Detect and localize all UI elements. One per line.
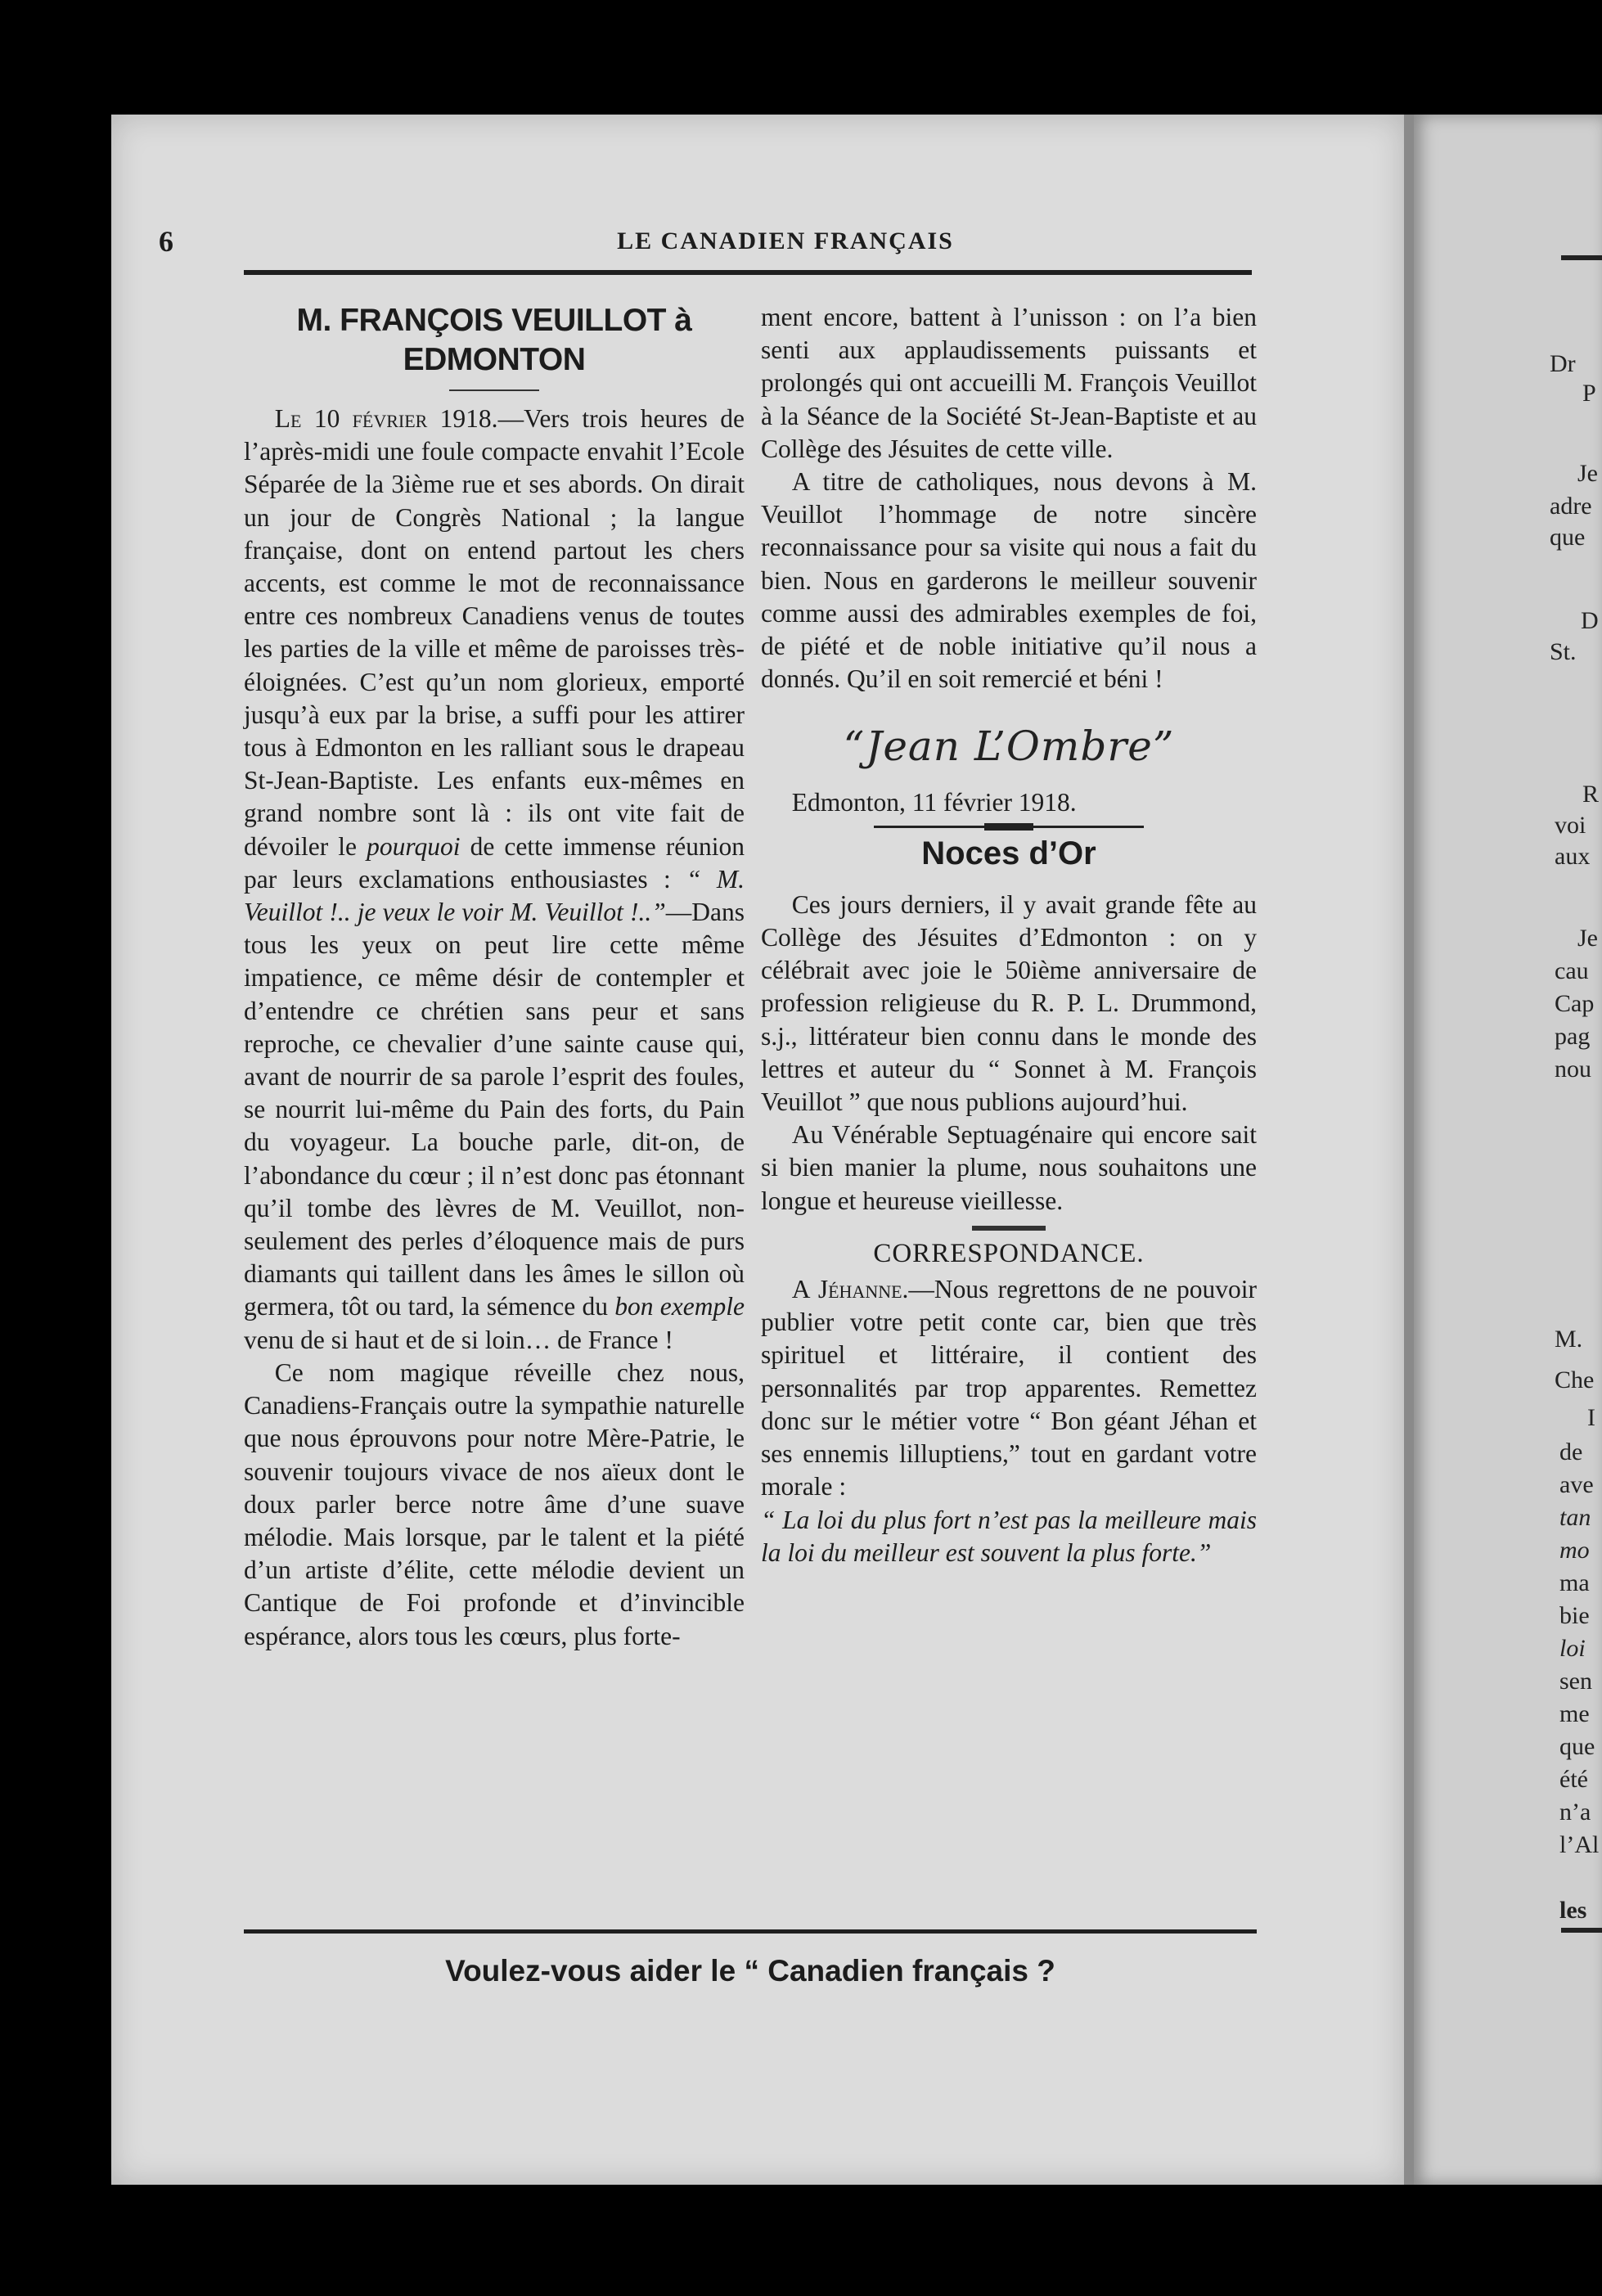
article-paragraph: ment encore, battent à l’unisson : on l’a bien senti aux applaudissements puissants et prolongés qui ont accueilli M. François Veuillot à la Séance de la Société St-Jean-Baptiste et au Collège des Jésuites de cette ville. bbox=[761, 303, 1257, 463]
facing-fragment: pag bbox=[1555, 1023, 1591, 1050]
page-number: 6 bbox=[159, 225, 173, 258]
dateline: Edmonton, 11 février 1918. bbox=[791, 787, 1077, 817]
facing-fragment: sen bbox=[1559, 1668, 1592, 1695]
facing-page-rule bbox=[1561, 1928, 1602, 1933]
lead-word: Le bbox=[274, 404, 302, 433]
book-gutter bbox=[1404, 115, 1414, 2185]
article-paragraph bbox=[761, 1273, 1257, 1503]
facing-fragment: mo bbox=[1559, 1537, 1590, 1564]
facing-fragment: Dr bbox=[1550, 350, 1576, 377]
facing-fragment: D bbox=[1581, 607, 1599, 634]
facing-fragment: Cap bbox=[1555, 990, 1595, 1017]
italic-word: bon exemple bbox=[614, 1292, 745, 1321]
italic-word: pourquoi bbox=[367, 831, 461, 861]
footer-rule bbox=[244, 1929, 1257, 1934]
article-paragraph: Ces jours derniers, il y avait grande fête au Collège des Jésuites d’Edmonton : on y célébrait avec joie le 50ième anniversaire de profession religieuse du R. P. L. Drummond, s.j., littérateur bien connu dans le monde des lettres et auteur du “ Sonnet à M. François Veuillot ” que nous publions aujourd’hui. bbox=[761, 889, 1257, 1117]
right-column bbox=[761, 301, 1257, 1569]
facing-fragment: que bbox=[1550, 524, 1586, 551]
paragraph-text: de cette immense réunion par leurs exclamations enthousiastes : bbox=[244, 831, 745, 894]
ornamental-rule bbox=[874, 826, 1144, 828]
facing-fragment: été bbox=[1559, 1766, 1588, 1793]
paragraph-text: —Vers trois heures de l’après-midi une foule compacte envahit l’Ecole Séparée de la 3ième rue et ses abords. On dirait un jour de Congrès National ; la langue française, dont on entend partout les chers accents, est comme le mot de reconnaissance entre ces nombreux Canadiens venus de toutes les parties de la ville et même de paroisses très-éloignées. C’est qu’un nom glorieux, emporté jusqu’à eux par la brise, a suffi pour les attirer tous à Edmonton en les ralliant sous le drapeau St-Jean-Baptiste. Les enfants eux-mêmes en grand nombre sont là : ils ont vite fait de dévoiler le bbox=[244, 404, 745, 861]
italic-quote: “ M. Veuillot !.. je veux le voir M. Veuillot !..” bbox=[244, 864, 745, 927]
article-paragraph bbox=[244, 403, 745, 1357]
facing-fragment: voi bbox=[1555, 812, 1586, 839]
article-date: 10 février 1918. bbox=[313, 404, 498, 433]
facing-fragment: nou bbox=[1555, 1056, 1591, 1083]
footer-banner: Voulez-vous aider le “ Canadien français ? bbox=[445, 1954, 1055, 1988]
facing-fragment: me bbox=[1559, 1700, 1590, 1727]
facing-fragment: St. bbox=[1550, 638, 1577, 665]
facing-fragment: R bbox=[1582, 781, 1600, 808]
facing-fragment: M. bbox=[1555, 1326, 1583, 1353]
facing-page-rule bbox=[1561, 255, 1602, 260]
facing-fragment: ave bbox=[1559, 1471, 1594, 1498]
left-column bbox=[244, 301, 745, 1653]
facing-fragment: ma bbox=[1559, 1569, 1590, 1596]
facing-fragment: n’a bbox=[1559, 1799, 1591, 1826]
article-paragraph: Au Vénérable Septuagénaire qui encore sait si bien manier la plume, nous souhaitons une longue et heureuse vieillesse. bbox=[761, 1120, 1257, 1215]
paragraph-text: —Dans tous les yeux on peut lire cette même impatience, ce même désir de contempler et d’entendre ce chrétien sans peur et sans reproche, ce chevalier d’une sainte cause qui, avant de nourrir de sa parole l’esprit des foules, se nourrit lui-même du Pain des forts, du Pain du voyageur. La bouche parle, dit-on, de l’abondance du cœur ; il n’est donc pas étonnant qu’il tombe des lèvres de M. Veuillot, non-seulement des perles d’éloquence mais de purs diamants qui taillent dans les âmes le sillon où germera, tôt ou tard, la sémence du bbox=[244, 898, 745, 1321]
article-paragraph: A titre de catholiques, nous devons à M. Veuillot l’hommage de notre sincère reconnaissance pour sa visite qui nous a fait du bien. Nous en garderons le meilleur souvenir comme aussi des admirables exemples de foi, de piété et de noble initiative qu’il nous a donnés. Qu’il en soit remercié et béni ! bbox=[761, 467, 1257, 694]
article-title-correspondance: CORRESPONDANCE. bbox=[873, 1238, 1145, 1268]
facing-fragment: Je bbox=[1577, 460, 1598, 487]
header-rule bbox=[244, 270, 1252, 275]
facing-fragment: l’Al bbox=[1559, 1831, 1600, 1858]
facing-fragment: les bbox=[1559, 1897, 1587, 1924]
facing-fragment: Che bbox=[1555, 1366, 1595, 1393]
facing-fragment: bie bbox=[1559, 1602, 1590, 1629]
section-divider bbox=[972, 1226, 1046, 1231]
facing-fragment: loi bbox=[1559, 1635, 1586, 1662]
italic-quote: “ La loi du plus fort n’est pas la meilleure mais la loi du meilleur est souvent la plus forte.” bbox=[761, 1505, 1257, 1567]
facing-page bbox=[1414, 115, 1602, 2185]
facing-fragment: Je bbox=[1577, 925, 1598, 952]
article-title-noces: Noces d’Or bbox=[921, 835, 1096, 871]
facing-fragment: que bbox=[1559, 1733, 1595, 1760]
paragraph-text: venu de si haut et de si loin… de France ! bbox=[244, 1325, 673, 1354]
article-title-veuillot: M. FRANÇOIS VEUILLOT à EDMONTON bbox=[296, 303, 692, 377]
facing-fragment: tan bbox=[1559, 1504, 1591, 1531]
facing-fragment: cau bbox=[1555, 957, 1589, 984]
running-title: LE CANADIEN FRANÇAIS bbox=[617, 227, 954, 254]
title-rule bbox=[449, 389, 539, 391]
facing-fragment: P bbox=[1582, 380, 1596, 407]
author-signature: “Jean L’Ombre” bbox=[843, 723, 1175, 771]
addressee: A Jéhanne. bbox=[791, 1275, 909, 1304]
facing-fragment: aux bbox=[1555, 843, 1591, 870]
article-paragraph: Ce nom magique réveille chez nous, Canadiens-Français outre la sympathie naturelle que nous éprouvons pour notre Mère-Patrie, le souvenir toujours vivace de nos aïeux dont le doux parler berce notre âme d’une suave mélodie. Mais lorsque, par le talent et la piété d’un artiste d’élite, cette mélodie devient un Cantique de Foi profonde et d’invincible espérance, alors tous les cœurs, plus forte- bbox=[244, 1357, 745, 1650]
facing-fragment: adre bbox=[1550, 493, 1592, 520]
facing-fragment: I bbox=[1587, 1404, 1595, 1431]
paragraph-text: —Nous regrettons de ne pouvoir publier votre petit conte car, bien que très spirituel et littéraire, il contient des personnalités par trop apparentes. Remettez donc sur le métier votre “ Bon géant Jéhan et ses ennemis lilluptiens,” tout en gardant votre morale : bbox=[761, 1275, 1257, 1501]
facing-fragment: de bbox=[1559, 1438, 1583, 1465]
